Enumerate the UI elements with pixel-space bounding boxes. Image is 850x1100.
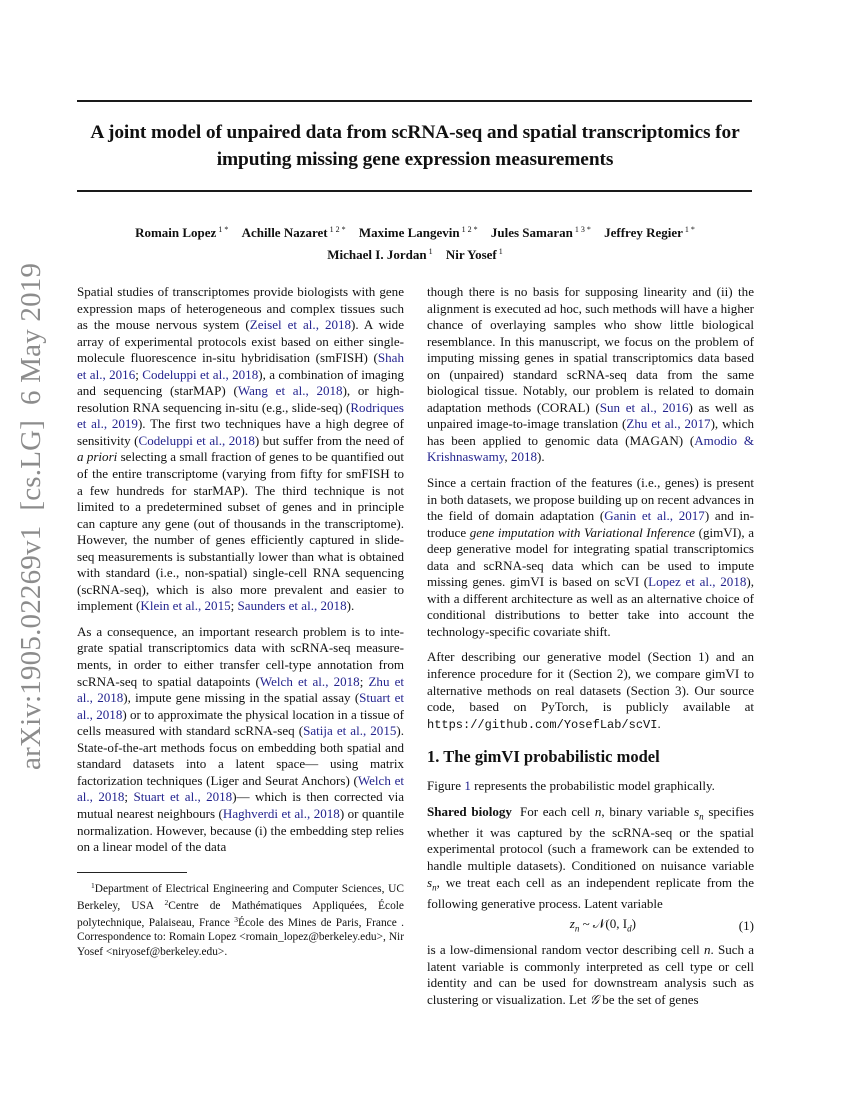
paragraph-outline: After describing our generative model (Section 1) and an inference procedure for it (Section 2), we compare gimVI to alternative methods on real datasets (Section 3). Our source code, based on PyTorch, is publicly available at https://github.com/YosefLab/scVI. [427, 649, 754, 732]
paragraph-intro: Spatial studies of transcriptomes provide biologists with gene expression maps of heterogeneous and complex tissues such as the mouse nervous system (Zeisel et al., 2018). A wide array of experimental protocols exist based on either single-molecule fluorescence in-situ hybridisation (smFISH) (Shah et al., 2016; Codeluppi et al., 2018), a combination of imaging and sequencing (starMAP) (Wang et al., 2018), or high-resolution RNA sequencing in-situ (e.g., slide-seq) (Rodriques et al., 2019). The first two techniques have a high degree of sensitivity (Codeluppi et al., 2018) but suffer from the need of a priori selecting a small fraction of genes to be quantified out of the entire transcriptome (varying from fifty for smFISH to a few hundreds for starMAP). The third technique is not limited to a predetermined subset of genes and in principle can capture any gene (out of thousands in the transcriptome). However, the number of genes efficiently captured in slide-seq measurements is substantially lower than what is obtained with standard (i.e., non-spatial) single-cell RNA sequencing (scRNA-seq), which is also more prevalent and easier to implement (Klein et al., 2015; Saunders et al., 2018). [77, 284, 405, 614]
emphasis-text: gene imputation with Variational Inference [469, 524, 696, 540]
affiliation-marker: 1 [428, 247, 433, 256]
author-list [60, 220, 770, 264]
citation-link[interactable]: Amodio & Krishnaswamy [427, 432, 754, 465]
citation-link[interactable]: Ganin et al., 2017 [604, 508, 705, 524]
citation-link[interactable]: Saunders et al., 2018 [237, 598, 347, 614]
citation-link[interactable]: Zeisel et al., 2018 [249, 317, 352, 333]
citation-link[interactable]: Rodriques et al., 2019 [77, 399, 404, 432]
author: Jules Samaran $^{1 3 *}$ [490, 225, 591, 240]
affiliation-marker: 1 2 * [329, 225, 346, 234]
paragraph-latent: is a low-dimensional random vector describing cell n. Such a latent variable is commonly interpreted as cell type or cell identity and can be used for downstream analysis such as clustering or visualization. Let 𝒢 be the set of genes [427, 942, 754, 1007]
arxiv-stamp: arXiv:1905.02269v1 [cs.LG] 6 May 2019 [15, 262, 47, 770]
equation-1 [427, 916, 754, 936]
author: Michael I. Jordan $^1$ [327, 247, 433, 262]
citation-link[interactable]: Stuart et al., 2018 [133, 789, 233, 805]
citation-link[interactable]: Shah et al., 2016 [77, 350, 404, 382]
footnote-divider [77, 872, 187, 873]
citation-link[interactable]: Codeluppi et al., 2018 [138, 432, 255, 448]
author-line-1 [60, 220, 770, 242]
citation-link[interactable]: Lopez et al., 2018 [648, 574, 747, 590]
affiliation-marker: 1 2 * [461, 225, 478, 234]
run-in-heading: Shared biology [427, 803, 512, 819]
author: Romain Lopez $^{1 *}$ [135, 225, 229, 240]
affiliation-marker: 1 [498, 247, 503, 256]
paragraph-problem: As a consequence, an important research problem is to integrate spatial transcriptomics data with scRNA-seq measurements, in order to either transfer cell-type annotation from scRNA-seq to spatial datapoints (Welch et al., 2018; Zhu et al., 2018), impute gene missing in the spatial assay (Stuart et al., 2018) or to approximate the physical location in a tissue of cells measured with standard scRNA-seq (Satija et al., 2015). State-of-the-art methods focus on embedding both spatial and standard datasets into a latent space— using matrix factorization techniques (Liger and Seurat Anchors) (Welch et al., 2018; Stuart et al., 2018)— which is then corrected via mutual nearest neighbours (Haghverdi et al., 2018) or quantile normalization. However, because (i) the embedding step relies on a linear model of the data [77, 623, 405, 855]
figure-link[interactable]: 1 [464, 778, 471, 794]
source-code-url[interactable]: https://github.com/YosefLab/scVI [427, 717, 658, 732]
citation-link[interactable]: Welch et al., 2018 [259, 673, 360, 689]
section-heading: 1. The gimVI probabilistic model [427, 747, 660, 767]
citation-link[interactable]: Klein et al., 2015 [140, 598, 231, 614]
citation-link[interactable]: Satija et al., 2015 [303, 723, 397, 739]
paragraph-figure-ref: Figure 1 represents the probabilistic model graphically. [427, 778, 715, 794]
emphasis-text: a priori [77, 449, 118, 465]
right-column [427, 284, 754, 1017]
equation-number: (1) [738, 917, 754, 933]
citation-link[interactable]: Sun et al., 2016 [599, 399, 689, 415]
citation-link[interactable]: Codeluppi et al., 2018 [142, 366, 259, 382]
citation-link[interactable]: Welch et al., 2018 [77, 772, 404, 805]
affiliation-marker: 1 3 * [574, 225, 591, 234]
paper-title [60, 119, 770, 173]
author: Nir Yosef $^1$ [445, 247, 503, 262]
citation-link[interactable]: Zhu et al., 2017 [626, 416, 711, 432]
paragraph-shared-biology: Shared biology For each cell n, binary variable $s_n$ specifies whether it was captured by the scRNA-seq or the spatial experimental protocol (such a framework can be extended to handle multiple datasets). Conditioned on nuisance variable $s_n$, we treat each cell as an independent replicate from the following generative process. Latent variable [427, 803, 754, 911]
title-rule-top [77, 100, 752, 102]
title-rule-bottom [77, 190, 752, 192]
citation-link[interactable]: Stuart et al., 2018 [77, 690, 405, 722]
author-line-2 [60, 242, 770, 264]
citation-link[interactable]: Zhu et al., 2018 [77, 673, 405, 706]
affiliation-marker: 1 * [218, 225, 229, 234]
author: Achille Nazaret $^{1 2 *}$ [241, 225, 346, 240]
author: Jeffrey Regier $^{1 *}$ [604, 225, 695, 240]
affiliations-footnote: $^1$Department of Electrical Engineering and Computer Sciences, UC Berkeley, USA $^2$Centre de Mathématiques Appliquées, École polytechnique, Palaiseau, France $^3$École des Mines de Paris, France . Correspondence to: Romain Lopez <romain_lopez@berkeley.edu>, Nir Yosef <niryosef@berkeley.edu>. [77, 880, 404, 958]
citation-link[interactable]: Haghverdi et al., 2018 [222, 805, 340, 821]
paragraph-contribution: Since a certain fraction of the features (i.e., genes) is present in both datasets, we propose building up on recent advances in the field of domain adaptation (Ganin et al., 2017) and introduce gene imputation with Variational Inference (gimVI), a deep generative model for integrating spatial transcriptomics data and scRNA-seq data which can be used to impute missing genes. gimVI is based on scVI (Lopez et al., 2018), with a different architecture as well as an alternative choice of conditional distributions to better take into account the technology-specific covariate shift. [427, 475, 754, 639]
citation-link[interactable]: 2018 [510, 449, 538, 465]
affiliation-marker: 1 * [684, 225, 695, 234]
paragraph-limitations: though there is no basis for supposing linearity and (ii) the alignment is executed ad hoc, such methods will have a higher chance of overlaying samples who show little biological resemblance. In this manuscript, we focus on the problem of imputing missing genes in spatial transcriptomics data based on (unpaired) standard scRNA-seq data from the same biological tissue. Notably, our problem is related to domain adaptation methods (CORAL) (Sun et al., 2016) as well as unpaired image-to-image translation (Zhu et al., 2017), which has been applied to genomic data (MAGAN) (Amodio & Krishnaswamy, 2018). [427, 284, 754, 465]
title-line-1: A joint model of unpaired data from scRNA-seq and spatial transcriptomics for [90, 122, 740, 143]
equation-expression: $z_n$ ~ 𝒩(0, $I_d$) [569, 915, 637, 934]
title-line-2: imputing missing gene expression measurements [216, 149, 614, 170]
left-column [77, 284, 404, 959]
author: Maxime Langevin $^{1 2 *}$ [358, 225, 478, 240]
citation-link[interactable]: Wang et al., 2018 [237, 383, 343, 399]
